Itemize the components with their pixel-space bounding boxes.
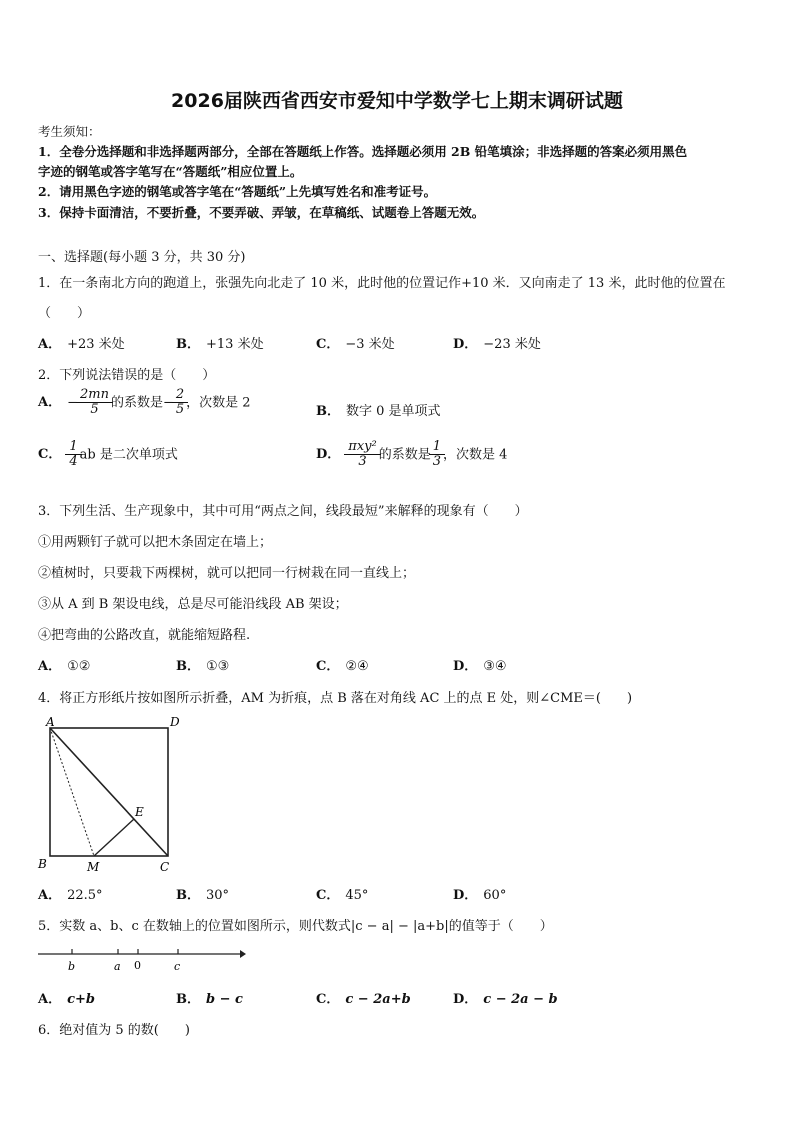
label-b: b [68,960,76,973]
arrow-right-icon [240,950,246,958]
q3-option-c[interactable]: C． ②④ [316,659,369,674]
q1-stem: 1．在一条南北方向的跑道上，张强先向北走了 10 米，此时他的位置记作+10 米．又向南走了 13 米，此时他的位置在 [38,276,726,291]
notice-item-1-cont: 字迹的钢笔或答字笔写在“答题纸”相应位置上。 [38,164,303,179]
diagonal-ac [50,728,168,856]
q4-stem: 4．将正方形纸片按如图所示折叠，AM 为折痕，点 B 落在对角线 AC 上的点 E 处，则∠CME＝( ) [38,691,633,706]
notice-item-1: 1．全卷分选择题和非选择题两部分，全部在答题纸上作答。选择题必须用 2B 铅笔填涂；非选择题的答案必须用黑色 [38,144,688,159]
section-heading: 一、选择题(每小题 3 分，共 30 分) [38,250,246,265]
q5-option-a[interactable]: A． c+b [38,992,95,1007]
label-zero: 0 [134,959,141,972]
q4-option-a[interactable]: A． 22.5° [38,888,103,903]
square-fold-diagram [36,712,186,882]
q4-option-b[interactable]: B． 30° [176,888,230,903]
q3-option-b[interactable]: B． ①③ [176,659,230,674]
q3-stem: 3．下列生活、生产现象中，其中可用“两点之间，线段最短”来解释的现象有（ ） [38,504,528,519]
fold-line-am [50,728,94,856]
notice-item-2: 2．请用黑色字迹的钢笔或答字笔在“答题纸”上先填写姓名和准考证号。 [38,184,437,199]
q5-option-d[interactable]: D． c − 2a − b [453,992,558,1007]
q5-option-c[interactable]: C． c − 2a+b [316,992,411,1007]
q2-option-b[interactable]: B． 数字 0 是单项式 [316,404,441,419]
label-a: a [114,960,121,973]
page-title: 2026届陕西省西安市爱知中学数学七上期末调研试题 [171,90,623,112]
q4-option-d[interactable]: D． 60° [453,888,507,903]
number-line [36,940,248,976]
q2-option-d[interactable]: D． $\frac{\text{πxy²}}{3}$ 的系数是 $\frac{1}{3}$ ，次数是 4 [316,439,508,470]
label-c: C [160,860,170,874]
q3-item-4: ④把弯曲的公路改直，就能缩短路程. [38,628,251,643]
q6-stem: 6．绝对值为 5 的数( ) [38,1023,190,1038]
label-d: D [170,715,180,729]
segment-me [94,819,134,856]
q1-option-c[interactable]: C． −3 米处 [316,337,395,352]
q2-stem: 2．下列说法错误的是（ ） [38,368,216,383]
q3-option-a[interactable]: A． ①② [38,659,91,674]
q3-item-2: ②植树时，只要栽下两棵树，就可以把同一行树栽在同一直线上； [38,566,416,581]
notice-item-3: 3．保持卡面清洁，不要折叠，不要弄破、弄皱，在草稿纸、试题卷上答题无效。 [38,205,485,220]
q1-option-d[interactable]: D． −23 米处 [453,337,541,352]
q1-stem-cont: （ ） [38,306,91,321]
q2-option-c[interactable]: C． $\frac{1}{4}$ ab 是二次单项式 [38,439,178,470]
q2-option-a[interactable]: A． − $\frac{2mn}{5}$ 的系数是− $\frac{2}{5}$ ，次数是 2 [38,387,251,418]
q5-stem: 5．实数 a、b、c 在数轴上的位置如图所示，则代数式|c − a| − |a+b|的值等于（ ） [38,919,553,934]
notice-heading: 考生须知： [38,124,101,139]
q4-option-c[interactable]: C． 45° [316,888,369,903]
label-e: E [135,805,144,819]
q1-option-b[interactable]: B． +13 米处 [176,337,264,352]
q1-option-a[interactable]: A． +23 米处 [38,337,125,352]
q5-option-b[interactable]: B． b − c [176,992,243,1007]
q3-option-d[interactable]: D． ③④ [453,659,507,674]
label-b: B [38,857,47,871]
q3-item-1: ①用两颗钉子就可以把木条固定在墙上； [38,535,273,550]
label-m: M [87,860,100,874]
label-c: c [174,960,181,973]
q3-item-3: ③从 A 到 B 架设电线，总是尽可能沿线段 AB 架设； [38,597,348,612]
label-a: A [46,715,55,729]
